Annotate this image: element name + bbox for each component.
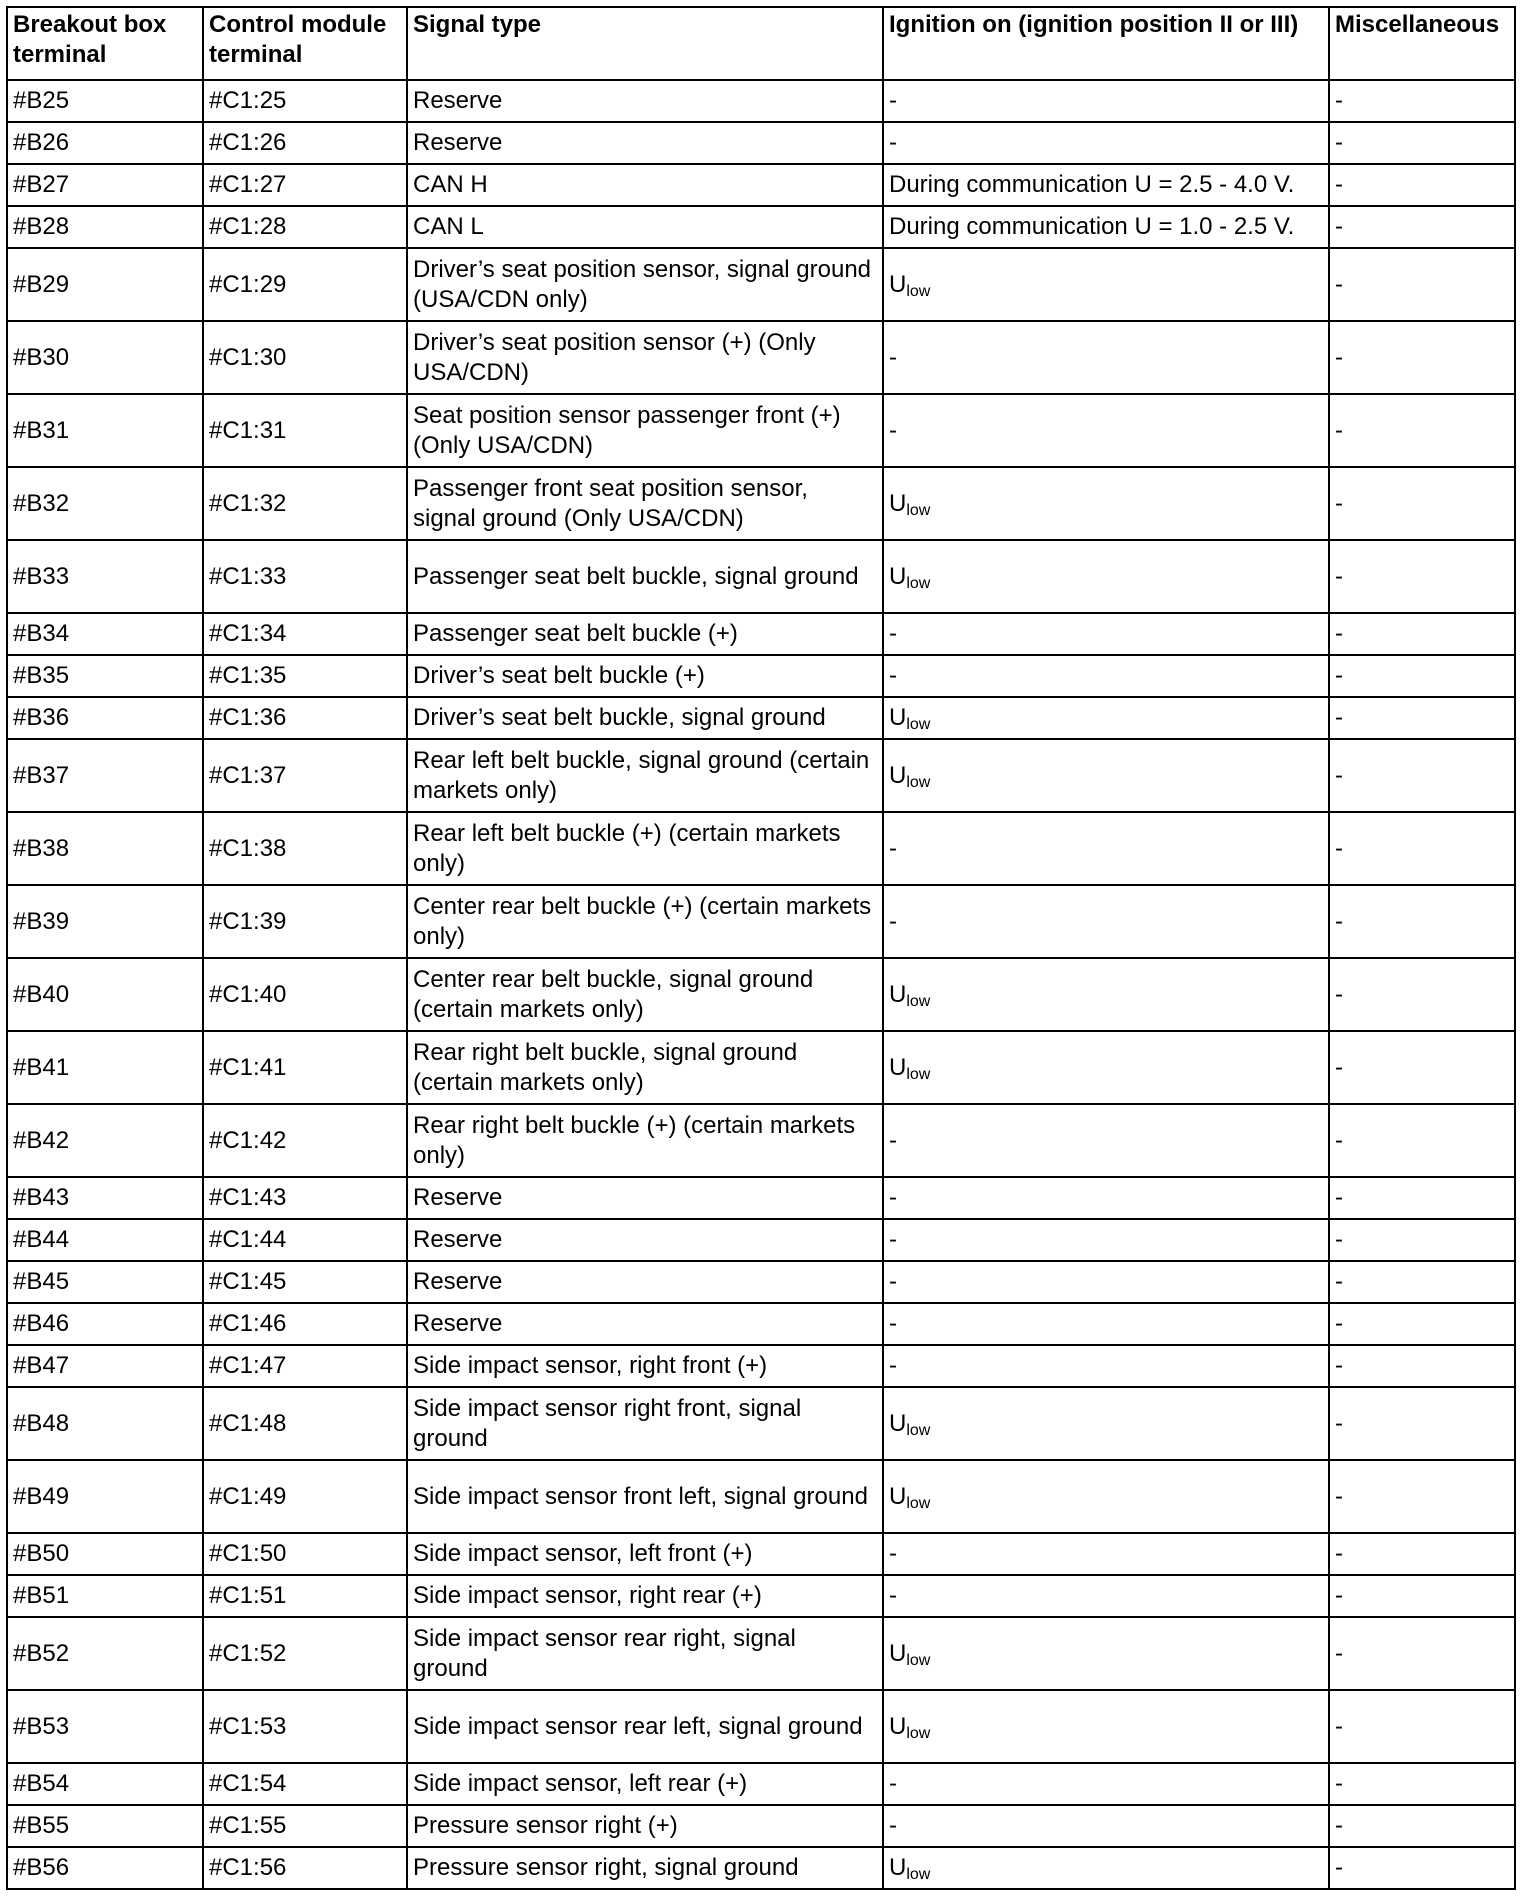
control-module-terminal-cell: #C1:45 <box>203 1261 407 1303</box>
ignition-on-cell: - <box>883 1261 1329 1303</box>
table-row <box>7 206 1515 248</box>
control-module-terminal-cell: #C1:25 <box>203 80 407 122</box>
ignition-on-cell <box>883 1031 1329 1104</box>
table-row <box>7 812 1515 885</box>
breakout-box-terminal-cell: #B46 <box>7 1303 203 1345</box>
breakout-box-terminal-cell: #B41 <box>7 1031 203 1104</box>
table-row <box>7 1847 1515 1889</box>
miscellaneous-cell: - <box>1329 1575 1515 1617</box>
u-low-symbol <box>889 490 930 517</box>
ignition-on-cell <box>883 1460 1329 1533</box>
table-row <box>7 321 1515 394</box>
miscellaneous-cell: - <box>1329 1387 1515 1460</box>
u-low-subscript: low <box>906 1494 931 1512</box>
breakout-box-terminal-cell: #B33 <box>7 540 203 613</box>
header-miscellaneous: Miscellaneous <box>1329 7 1515 80</box>
breakout-box-terminal-cell: #B52 <box>7 1617 203 1690</box>
signal-type-cell: Passenger seat belt buckle (+) <box>407 613 883 655</box>
miscellaneous-cell: - <box>1329 958 1515 1031</box>
u-low-base: U <box>889 489 907 517</box>
ignition-on-cell: - <box>883 1303 1329 1345</box>
table-row <box>7 739 1515 812</box>
control-module-terminal-cell: #C1:33 <box>203 540 407 613</box>
u-low-symbol <box>889 271 930 298</box>
table-row <box>7 1345 1515 1387</box>
breakout-box-terminal-cell: #B37 <box>7 739 203 812</box>
ignition-on-cell: - <box>883 1805 1329 1847</box>
miscellaneous-cell: - <box>1329 164 1515 206</box>
header-ignition-on: Ignition on (ignition position II or III) <box>883 7 1329 80</box>
control-module-terminal-cell: #C1:56 <box>203 1847 407 1889</box>
ignition-on-cell <box>883 958 1329 1031</box>
miscellaneous-cell: - <box>1329 697 1515 739</box>
table-row <box>7 1031 1515 1104</box>
breakout-box-terminal-cell: #B43 <box>7 1177 203 1219</box>
breakout-box-terminal-cell: #B48 <box>7 1387 203 1460</box>
table-row <box>7 697 1515 739</box>
ignition-on-cell: - <box>883 1533 1329 1575</box>
u-low-subscript: low <box>906 574 931 592</box>
miscellaneous-cell: - <box>1329 467 1515 540</box>
table-row <box>7 1104 1515 1177</box>
ignition-on-cell: - <box>883 1345 1329 1387</box>
table-row <box>7 655 1515 697</box>
signal-type-cell: Rear left belt buckle (+) (certain markets only) <box>407 812 883 885</box>
ignition-on-cell <box>883 248 1329 321</box>
signal-type-cell: Side impact sensor rear left, signal ground <box>407 1690 883 1763</box>
ignition-on-cell <box>883 540 1329 613</box>
u-low-subscript: low <box>906 1866 931 1883</box>
u-low-base: U <box>889 1712 907 1740</box>
ignition-on-cell: - <box>883 812 1329 885</box>
table-row <box>7 122 1515 164</box>
signal-type-cell: Passenger seat belt buckle, signal ground <box>407 540 883 613</box>
breakout-box-terminal-cell: #B44 <box>7 1219 203 1261</box>
table-row <box>7 164 1515 206</box>
table-row <box>7 80 1515 122</box>
breakout-box-terminal-cell: #B30 <box>7 321 203 394</box>
signal-type-cell: Reserve <box>407 1177 883 1219</box>
table-row <box>7 1533 1515 1575</box>
u-low-symbol <box>889 762 930 789</box>
table-row <box>7 1387 1515 1460</box>
signal-type-cell: Reserve <box>407 80 883 122</box>
control-module-terminal-cell: #C1:47 <box>203 1345 407 1387</box>
table-row <box>7 613 1515 655</box>
u-low-base: U <box>889 1639 907 1667</box>
breakout-box-terminal-cell: #B28 <box>7 206 203 248</box>
miscellaneous-cell: - <box>1329 655 1515 697</box>
table-row <box>7 1303 1515 1345</box>
u-low-subscript: low <box>906 282 931 300</box>
u-low-symbol <box>889 1854 930 1881</box>
header-signal-type: Signal type <box>407 7 883 80</box>
u-low-subscript: low <box>906 1421 931 1439</box>
breakout-box-terminal-cell: #B53 <box>7 1690 203 1763</box>
table-row <box>7 958 1515 1031</box>
signal-type-cell: Reserve <box>407 122 883 164</box>
breakout-box-terminal-cell: #B49 <box>7 1460 203 1533</box>
u-low-base: U <box>889 1854 907 1881</box>
breakout-box-terminal-cell: #B32 <box>7 467 203 540</box>
miscellaneous-cell: - <box>1329 1533 1515 1575</box>
u-low-subscript: low <box>906 1724 931 1742</box>
control-module-terminal-cell: #C1:36 <box>203 697 407 739</box>
u-low-symbol <box>889 563 930 590</box>
miscellaneous-cell: - <box>1329 1104 1515 1177</box>
control-module-terminal-cell: #C1:44 <box>203 1219 407 1261</box>
ignition-on-cell <box>883 467 1329 540</box>
table-row <box>7 1219 1515 1261</box>
control-module-terminal-cell: #C1:34 <box>203 613 407 655</box>
signal-type-cell: Side impact sensor, left rear (+) <box>407 1763 883 1805</box>
signal-type-cell: Rear right belt buckle (+) (certain markets only) <box>407 1104 883 1177</box>
table-row <box>7 885 1515 958</box>
ignition-on-cell <box>883 1690 1329 1763</box>
miscellaneous-cell: - <box>1329 1763 1515 1805</box>
control-module-terminal-cell: #C1:42 <box>203 1104 407 1177</box>
miscellaneous-cell: - <box>1329 248 1515 321</box>
miscellaneous-cell: - <box>1329 1261 1515 1303</box>
signal-type-cell: Reserve <box>407 1261 883 1303</box>
table-row <box>7 1690 1515 1763</box>
ignition-on-cell: During communication U = 1.0 - 2.5 V. <box>883 206 1329 248</box>
u-low-symbol <box>889 1054 930 1081</box>
table-row <box>7 1617 1515 1690</box>
header-control-module-terminal: Control module terminal <box>203 7 407 80</box>
table-row <box>7 467 1515 540</box>
miscellaneous-cell: - <box>1329 1847 1515 1889</box>
ignition-on-cell: - <box>883 1219 1329 1261</box>
signal-type-cell: Driver’s seat belt buckle, signal ground <box>407 697 883 739</box>
ignition-on-cell <box>883 697 1329 739</box>
u-low-symbol <box>889 981 930 1008</box>
u-low-subscript: low <box>906 1065 931 1083</box>
table-row <box>7 1763 1515 1805</box>
miscellaneous-cell: - <box>1329 122 1515 164</box>
u-low-base: U <box>889 562 907 590</box>
control-module-terminal-cell: #C1:53 <box>203 1690 407 1763</box>
u-low-base: U <box>889 704 907 731</box>
miscellaneous-cell: - <box>1329 613 1515 655</box>
signal-type-cell: Side impact sensor front left, signal ground <box>407 1460 883 1533</box>
signal-type-cell: Driver’s seat position sensor (+) (Only USA/CDN) <box>407 321 883 394</box>
signal-type-cell: Driver’s seat belt buckle (+) <box>407 655 883 697</box>
miscellaneous-cell: - <box>1329 1031 1515 1104</box>
u-low-base: U <box>889 1409 907 1437</box>
miscellaneous-cell: - <box>1329 885 1515 958</box>
signal-type-cell: Passenger front seat position sensor, signal ground (Only USA/CDN) <box>407 467 883 540</box>
signal-type-cell: Reserve <box>407 1303 883 1345</box>
control-module-terminal-cell: #C1:40 <box>203 958 407 1031</box>
miscellaneous-cell: - <box>1329 812 1515 885</box>
control-module-terminal-cell: #C1:55 <box>203 1805 407 1847</box>
table-header-row <box>7 7 1515 80</box>
breakout-box-terminal-cell: #B39 <box>7 885 203 958</box>
control-module-terminal-cell: #C1:41 <box>203 1031 407 1104</box>
u-low-subscript: low <box>906 1651 931 1669</box>
header-breakout-box-terminal: Breakout box terminal <box>7 7 203 80</box>
control-module-terminal-cell: #C1:26 <box>203 122 407 164</box>
breakout-box-terminal-cell: #B35 <box>7 655 203 697</box>
miscellaneous-cell: - <box>1329 1177 1515 1219</box>
ignition-on-cell: - <box>883 122 1329 164</box>
miscellaneous-cell: - <box>1329 1617 1515 1690</box>
signal-type-cell: Rear right belt buckle, signal ground (certain markets only) <box>407 1031 883 1104</box>
control-module-terminal-cell: #C1:35 <box>203 655 407 697</box>
signal-type-cell: Side impact sensor, right rear (+) <box>407 1575 883 1617</box>
ignition-on-cell: - <box>883 394 1329 467</box>
miscellaneous-cell: - <box>1329 540 1515 613</box>
signal-type-cell: Reserve <box>407 1219 883 1261</box>
breakout-box-terminal-cell: #B25 <box>7 80 203 122</box>
document-page <box>6 6 1514 1896</box>
control-module-terminal-cell: #C1:31 <box>203 394 407 467</box>
ignition-on-cell: - <box>883 1177 1329 1219</box>
breakout-box-terminal-cell: #B45 <box>7 1261 203 1303</box>
ignition-on-cell: - <box>883 1104 1329 1177</box>
signal-type-cell: Driver’s seat position sensor, signal ground (USA/CDN only) <box>407 248 883 321</box>
u-low-base: U <box>889 761 907 789</box>
signal-type-cell: Side impact sensor rear right, signal ground <box>407 1617 883 1690</box>
miscellaneous-cell: - <box>1329 1303 1515 1345</box>
u-low-subscript: low <box>906 501 931 519</box>
table-row <box>7 394 1515 467</box>
table-body <box>7 80 1515 1889</box>
u-low-base: U <box>889 980 907 1008</box>
breakout-box-terminal-cell: #B54 <box>7 1763 203 1805</box>
ignition-on-cell: - <box>883 80 1329 122</box>
control-module-terminal-cell: #C1:37 <box>203 739 407 812</box>
breakout-box-terminal-cell: #B51 <box>7 1575 203 1617</box>
control-module-terminal-cell: #C1:27 <box>203 164 407 206</box>
breakout-box-terminal-cell: #B31 <box>7 394 203 467</box>
control-module-terminal-cell: #C1:28 <box>203 206 407 248</box>
table-row <box>7 1177 1515 1219</box>
miscellaneous-cell: - <box>1329 1690 1515 1763</box>
signal-type-cell: CAN L <box>407 206 883 248</box>
u-low-subscript: low <box>906 992 931 1010</box>
u-low-subscript: low <box>906 716 931 733</box>
u-low-symbol <box>889 704 930 731</box>
breakout-box-terminal-cell: #B27 <box>7 164 203 206</box>
ignition-on-cell: - <box>883 655 1329 697</box>
table-row <box>7 1261 1515 1303</box>
ignition-on-cell: During communication U = 2.5 - 4.0 V. <box>883 164 1329 206</box>
control-module-terminal-cell: #C1:49 <box>203 1460 407 1533</box>
breakout-box-terminal-cell: #B56 <box>7 1847 203 1889</box>
u-low-base: U <box>889 1053 907 1081</box>
breakout-box-terminal-cell: #B47 <box>7 1345 203 1387</box>
control-module-terminal-cell: #C1:50 <box>203 1533 407 1575</box>
ignition-on-cell <box>883 1387 1329 1460</box>
ignition-on-cell <box>883 739 1329 812</box>
miscellaneous-cell: - <box>1329 1345 1515 1387</box>
miscellaneous-cell: - <box>1329 739 1515 812</box>
control-module-terminal-cell: #C1:54 <box>203 1763 407 1805</box>
breakout-box-terminal-cell: #B34 <box>7 613 203 655</box>
signal-type-cell: CAN H <box>407 164 883 206</box>
ignition-on-cell: - <box>883 613 1329 655</box>
control-module-terminal-cell: #C1:52 <box>203 1617 407 1690</box>
terminal-table <box>6 6 1516 1890</box>
table-row <box>7 1460 1515 1533</box>
breakout-box-terminal-cell: #B26 <box>7 122 203 164</box>
ignition-on-cell <box>883 1617 1329 1690</box>
table-row <box>7 1805 1515 1847</box>
signal-type-cell: Center rear belt buckle, signal ground (certain markets only) <box>407 958 883 1031</box>
u-low-symbol <box>889 1483 930 1510</box>
u-low-base: U <box>889 1482 907 1510</box>
u-low-symbol <box>889 1410 930 1437</box>
breakout-box-terminal-cell: #B50 <box>7 1533 203 1575</box>
ignition-on-cell: - <box>883 1575 1329 1617</box>
miscellaneous-cell: - <box>1329 80 1515 122</box>
miscellaneous-cell: - <box>1329 321 1515 394</box>
control-module-terminal-cell: #C1:39 <box>203 885 407 958</box>
breakout-box-terminal-cell: #B42 <box>7 1104 203 1177</box>
control-module-terminal-cell: #C1:43 <box>203 1177 407 1219</box>
signal-type-cell: Pressure sensor right (+) <box>407 1805 883 1847</box>
u-low-subscript: low <box>906 773 931 791</box>
miscellaneous-cell: - <box>1329 1460 1515 1533</box>
u-low-symbol <box>889 1640 930 1667</box>
u-low-symbol <box>889 1713 930 1740</box>
control-module-terminal-cell: #C1:51 <box>203 1575 407 1617</box>
miscellaneous-cell: - <box>1329 1219 1515 1261</box>
signal-type-cell: Side impact sensor right front, signal ground <box>407 1387 883 1460</box>
miscellaneous-cell: - <box>1329 394 1515 467</box>
breakout-box-terminal-cell: #B40 <box>7 958 203 1031</box>
control-module-terminal-cell: #C1:29 <box>203 248 407 321</box>
ignition-on-cell: - <box>883 885 1329 958</box>
table-row <box>7 248 1515 321</box>
signal-type-cell: Side impact sensor, left front (+) <box>407 1533 883 1575</box>
miscellaneous-cell: - <box>1329 206 1515 248</box>
breakout-box-terminal-cell: #B38 <box>7 812 203 885</box>
signal-type-cell: Center rear belt buckle (+) (certain markets only) <box>407 885 883 958</box>
table-row <box>7 540 1515 613</box>
breakout-box-terminal-cell: #B29 <box>7 248 203 321</box>
signal-type-cell: Rear left belt buckle, signal ground (certain markets only) <box>407 739 883 812</box>
control-module-terminal-cell: #C1:38 <box>203 812 407 885</box>
ignition-on-cell <box>883 1847 1329 1889</box>
signal-type-cell: Pressure sensor right, signal ground <box>407 1847 883 1889</box>
control-module-terminal-cell: #C1:32 <box>203 467 407 540</box>
signal-type-cell: Seat position sensor passenger front (+) (Only USA/CDN) <box>407 394 883 467</box>
control-module-terminal-cell: #C1:46 <box>203 1303 407 1345</box>
table-row <box>7 1575 1515 1617</box>
breakout-box-terminal-cell: #B55 <box>7 1805 203 1847</box>
signal-type-cell: Side impact sensor, right front (+) <box>407 1345 883 1387</box>
control-module-terminal-cell: #C1:48 <box>203 1387 407 1460</box>
u-low-base: U <box>889 270 907 298</box>
ignition-on-cell: - <box>883 321 1329 394</box>
miscellaneous-cell: - <box>1329 1805 1515 1847</box>
control-module-terminal-cell: #C1:30 <box>203 321 407 394</box>
breakout-box-terminal-cell: #B36 <box>7 697 203 739</box>
ignition-on-cell: - <box>883 1763 1329 1805</box>
